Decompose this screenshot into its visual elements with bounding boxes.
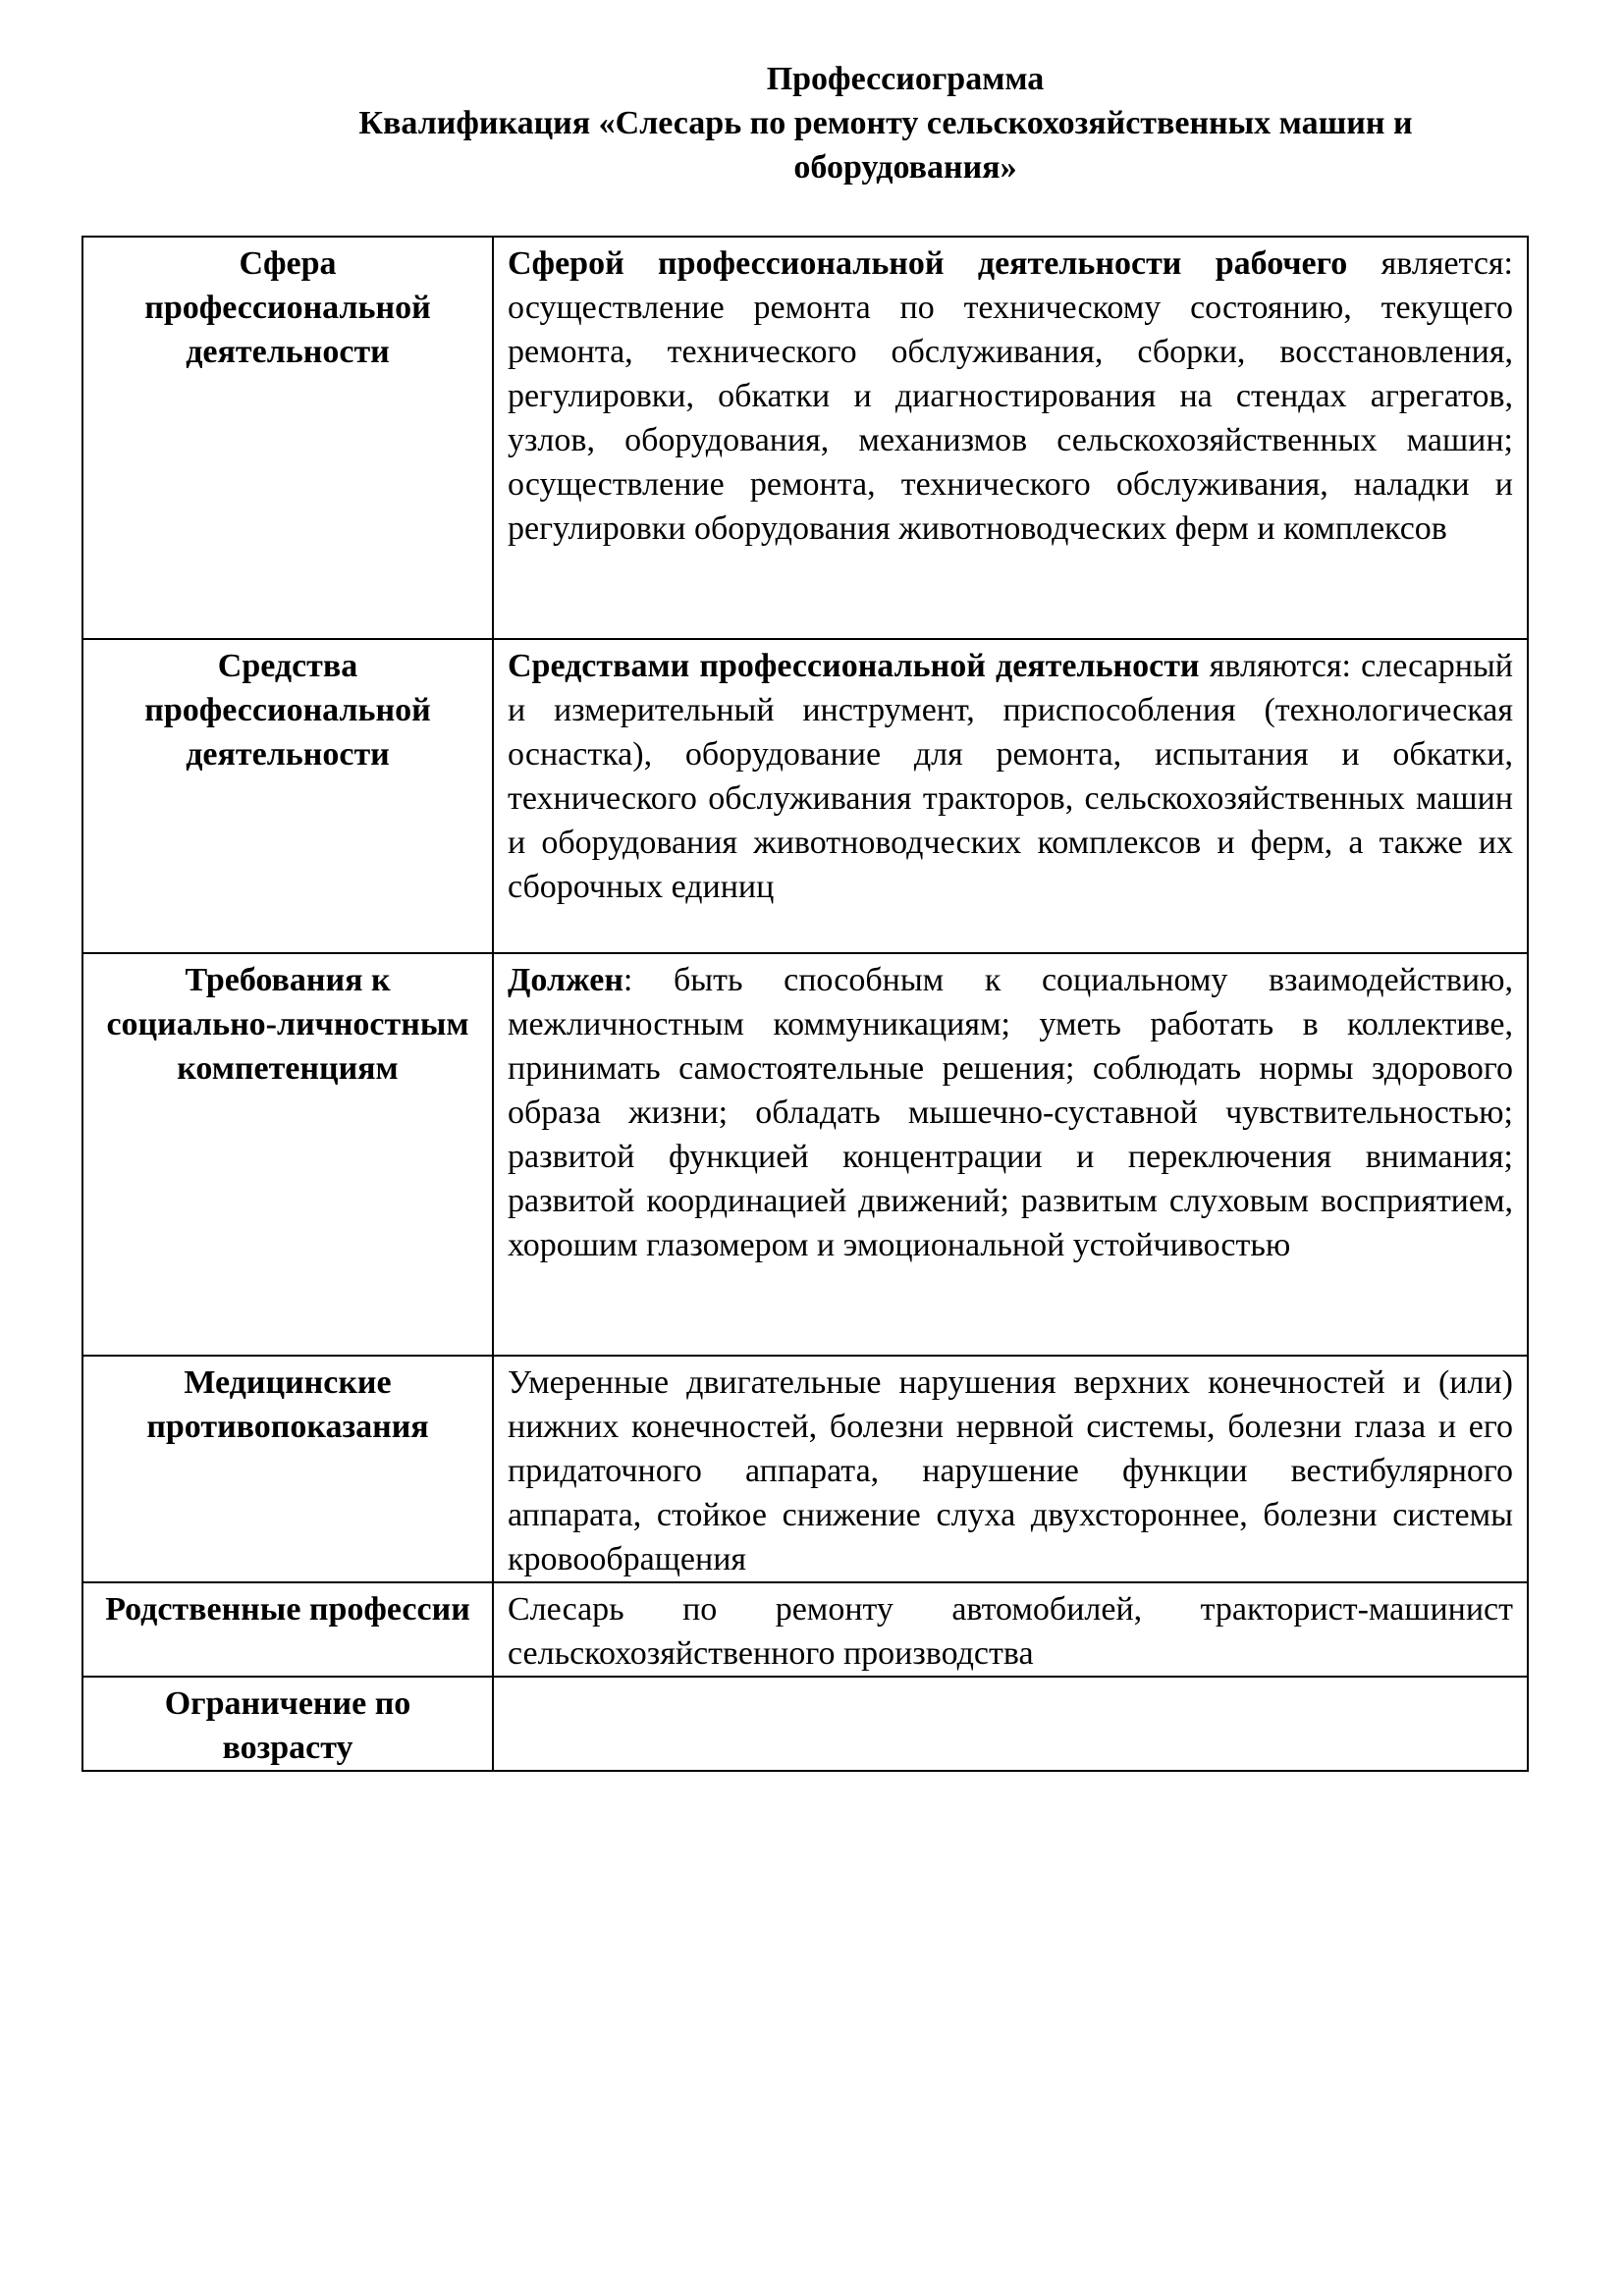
row-label: Родственные профессии xyxy=(82,1582,493,1677)
row-content-text: Умеренные двигательные нарушения верхних конечностей и (или) нижних конечностей, болезни нервной системы, болезни глаза и его придаточного аппарата, нарушение функции вестибулярного аппарата, стойкое снижение слуха двухстороннее, болезни системы кровообращения xyxy=(508,1364,1513,1577)
row-label: Средства профессиональной деятельности xyxy=(82,639,493,953)
row-content-text: : быть способным к социальному взаимодействию, межличностным коммуникациям; уметь работать в коллективе, принимать самостоятельные решения; соблюдать нормы здорового образа жизни; обладать мышечно-суставной чувствительностью; развитой функцией концентрации и переключения внимания; развитой координацией движений; развитым слуховым восприятием, хорошим глазомером и эмоциональной устойчивостью xyxy=(508,962,1513,1263)
row-content-text: являются: слесарный и измерительный инструмент, приспособления (технологическая оснастка), оборудование для ремонта, испытания и обкатки, технического обслуживания тракторов, сельскохозяйственных машин и оборудования животноводческих комплексов и ферм, а также их сборочных единиц xyxy=(508,648,1513,905)
row-content xyxy=(493,639,1528,953)
row-content-lead: Сферой профессиональной деятельности рабочего xyxy=(508,245,1348,282)
row-content xyxy=(493,237,1528,639)
table-row-means xyxy=(82,639,1528,953)
row-label: Требования к социально-личностным компетенциям xyxy=(82,953,493,1356)
row-content xyxy=(493,1677,1528,1771)
table-row-age-limit xyxy=(82,1677,1528,1771)
document-header xyxy=(0,57,1624,189)
table-row-competencies xyxy=(82,953,1528,1356)
row-content xyxy=(493,1356,1528,1582)
row-content-lead: Средствами профессиональной деятельности xyxy=(508,648,1200,684)
qualification-line-2: оборудования» xyxy=(793,149,1017,186)
row-content xyxy=(493,953,1528,1356)
table-row-sphere xyxy=(82,237,1528,639)
row-label: Медицинские противопоказания xyxy=(82,1356,493,1582)
row-content-text: является: осуществление ремонта по техническому состоянию, текущего ремонта, технического обслуживания, сборки, восстановления, регулировки, обкатки и диагностирования на стендах агрегатов, узлов, оборудования, механизмов сельскохозяйственных машин; осуществление ремонта, технического обслуживания, наладки и регулировки оборудования животноводческих ферм и комплексов xyxy=(508,245,1513,547)
row-content xyxy=(493,1582,1528,1677)
row-label: Сфера профессиональной деятельности xyxy=(82,237,493,639)
table-row-related-professions xyxy=(82,1582,1528,1677)
qualification-line-1: Квалификация «Слесарь по ремонту сельскохозяйственных машин и xyxy=(358,105,1413,141)
row-label: Ограничение по возрасту xyxy=(82,1677,493,1771)
row-content-text: Слесарь по ремонту автомобилей, тракторист-машинист сельскохозяйственного производства xyxy=(508,1591,1513,1672)
profile-table xyxy=(81,236,1529,1772)
document-title: Профессиограмма xyxy=(766,61,1045,97)
table-row-contraindications xyxy=(82,1356,1528,1582)
row-content-lead: Должен xyxy=(508,962,623,998)
